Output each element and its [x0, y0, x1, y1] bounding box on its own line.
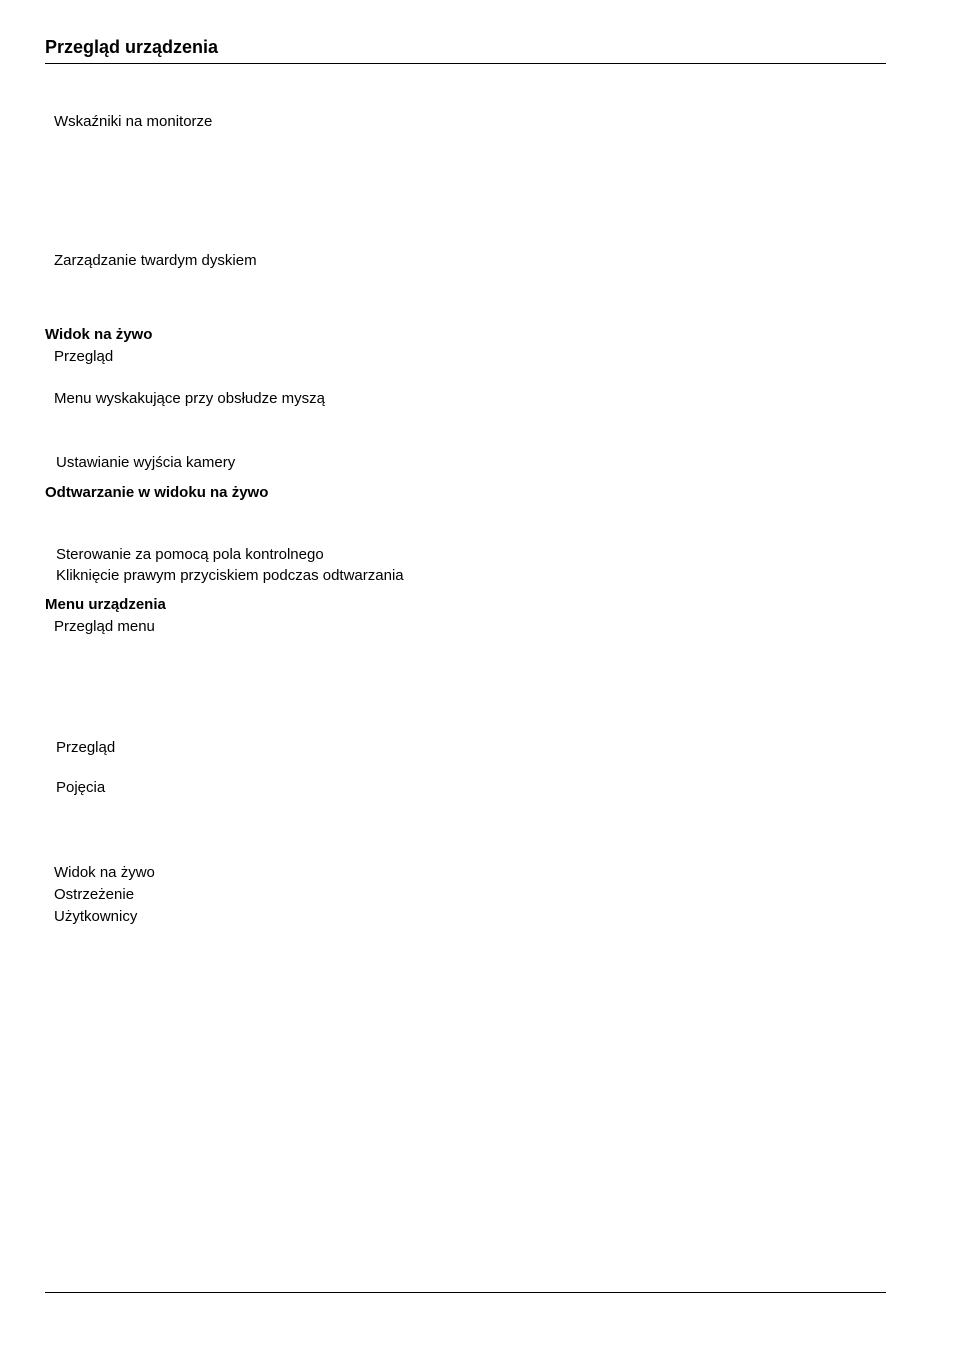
- toc-item-pole-kontrolne[interactable]: Sterowanie za pomocą pola kontrolnego: [56, 546, 324, 563]
- toc-item-dysk[interactable]: Zarządzanie twardym dyskiem: [54, 252, 257, 269]
- toc-item-przeglad-menu[interactable]: Przegląd menu: [54, 618, 155, 635]
- toc-heading-odtwarzanie[interactable]: Odtwarzanie w widoku na żywo: [45, 484, 269, 501]
- toc-item-pojecia[interactable]: Pojęcia: [56, 779, 106, 796]
- toc-item-menu-mysz[interactable]: Menu wyskakujące przy obsłudze myszą: [54, 390, 325, 407]
- toc-item-uzytkownicy[interactable]: Użytkownicy: [54, 908, 138, 925]
- page-title: Przegląd urządzenia: [45, 37, 219, 57]
- toc-item-prawy-przycisk[interactable]: Kliknięcie prawym przyciskiem podczas odtwarzania: [56, 567, 404, 584]
- footer-divider: [45, 1292, 886, 1293]
- toc-item-przeglad[interactable]: Przegląd: [56, 739, 116, 756]
- toc-item-wyjscie-kamery[interactable]: Ustawianie wyjścia kamery: [56, 454, 236, 471]
- toc-item-widok-na-zywo[interactable]: Widok na żywo: [54, 864, 155, 881]
- toc-heading-menu[interactable]: Menu urządzenia: [45, 596, 166, 613]
- toc-item-wskazniki[interactable]: Wskaźniki na monitorze: [54, 113, 213, 130]
- toc-item-ostrzezenie[interactable]: Ostrzeżenie: [54, 886, 135, 903]
- toc-heading-widok[interactable]: Widok na żywo: [45, 326, 153, 343]
- toc-item-widok-przeglad[interactable]: Przegląd: [54, 348, 114, 365]
- header-divider: [45, 63, 886, 64]
